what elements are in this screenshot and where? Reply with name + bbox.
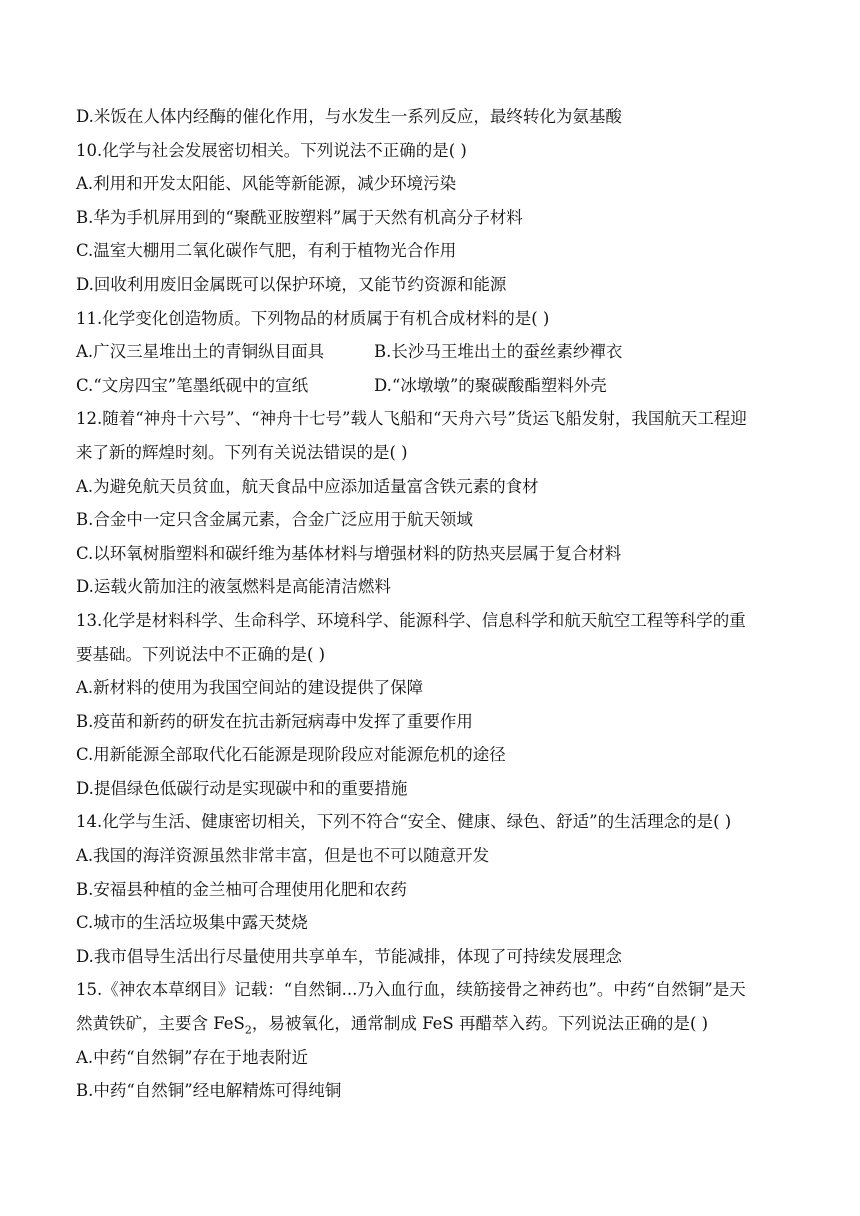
option-12d: D.运载火箭加注的液氢燃料是高能清洁燃料 bbox=[76, 577, 391, 597]
option-10c: C.温室大棚用二氧化碳作气肥，有利于植物光合作用 bbox=[76, 241, 457, 261]
question-11: 11.化学变化创造物质。下列物品的材质属于有机合成材料的是( ) bbox=[76, 308, 550, 328]
question-13-line2: 要基础。下列说法中不正确的是( ) bbox=[76, 644, 326, 664]
subscript: 2 bbox=[244, 1023, 252, 1037]
question-15-line2 bbox=[76, 1007, 786, 1041]
option-14d: D.我市倡导生活出行尽量使用共享单车，节能减排，体现了可持续发展理念 bbox=[76, 946, 622, 966]
question-12-line2: 来了新的辉煌时刻。下列有关说法错误的是( ) bbox=[76, 442, 408, 462]
option-15a: A.中药“自然铜”存在于地表附近 bbox=[76, 1047, 309, 1067]
option-14a: A.我国的海洋资源虽然非常丰富，但是也不可以随意开发 bbox=[76, 846, 490, 866]
option-left: A.广汉三星堆出土的青铜纵目面具 bbox=[76, 342, 325, 362]
option-12c: C.以环氧树脂塑料和碳纤维为基体材料与增强材料的防热夹层属于复合材料 bbox=[76, 543, 622, 563]
option-12b: B.合金中一定只含金属元素，合金广泛应用于航天领域 bbox=[76, 510, 473, 530]
option-15b: B.中药“自然铜”经电解精炼可得纯铜 bbox=[76, 1081, 342, 1101]
option-right: D.“冰墩墩”的聚碳酸酯塑料外壳 bbox=[374, 375, 607, 395]
option-right: B.长沙马王堆出土的蚕丝素纱襌衣 bbox=[374, 342, 623, 362]
exam-page bbox=[76, 100, 786, 1108]
option-13c: C.用新能源全部取代化石能源是现阶段应对能源危机的途径 bbox=[76, 745, 506, 765]
question-14: 14.化学与生活、健康密切相关，下列不符合“安全、健康、绿色、舒适”的生活理念的是( ) bbox=[76, 812, 732, 832]
options-11ab bbox=[76, 335, 786, 369]
option-10d: D.回收利用废旧金属既可以保护环境，又能节约资源和能源 bbox=[76, 274, 507, 294]
option-13b: B.疫苗和新药的研发在抗击新冠病毒中发挥了重要作用 bbox=[76, 711, 473, 731]
option-14b: B.安福县种植的金兰柚可合理使用化肥和农药 bbox=[76, 879, 407, 899]
options-11cd bbox=[76, 369, 786, 403]
option-10b: B.华为手机屏用到的“聚酰亚胺塑料”属于天然有机高分子材料 bbox=[76, 207, 523, 227]
text-before-subscript: 然黄铁矿，主要含 FeS bbox=[76, 1014, 245, 1034]
option-left: C.“文房四宝”笔墨纸砚中的宣纸 bbox=[76, 375, 309, 395]
option-10a: A.利用和开发太阳能、风能等新能源，减少环境污染 bbox=[76, 174, 457, 194]
option-14c: C.城市的生活垃圾集中露天焚烧 bbox=[76, 913, 308, 933]
question-13-line1: 13.化学是材料科学、生命科学、环境科学、能源科学、信息科学和航天航空工程等科学的重 bbox=[76, 610, 746, 630]
option-12a: A.为避免航天员贫血，航天食品中应添加适量富含铁元素的食材 bbox=[76, 476, 539, 496]
option-9d: D.米饭在人体内经酶的催化作用，与水发生一系列反应，最终转化为氨基酸 bbox=[76, 107, 622, 126]
question-15-line1: 15.《神农本草纲目》记载：“自然铜...乃入血行血，续筋接骨之神药也”。中药“自然铜”是天 bbox=[76, 980, 746, 1000]
question-10: 10.化学与社会发展密切相关。下列说法不正确的是( ) bbox=[76, 140, 467, 160]
option-13a: A.新材料的使用为我国空间站的建设提供了保障 bbox=[76, 678, 424, 698]
text-after-subscript: ，易被氧化，通常制成 FeS 再醋萃入药。下列说法正确的是( ) bbox=[251, 1014, 709, 1034]
question-12-line1: 12.随着“神舟十六号”、“神舟十七号”载人飞船和“天舟六号”货运飞船发射，我国航天工程迎 bbox=[76, 409, 747, 429]
option-13d: D.提倡绿色低碳行动是实现碳中和的重要措施 bbox=[76, 778, 408, 798]
